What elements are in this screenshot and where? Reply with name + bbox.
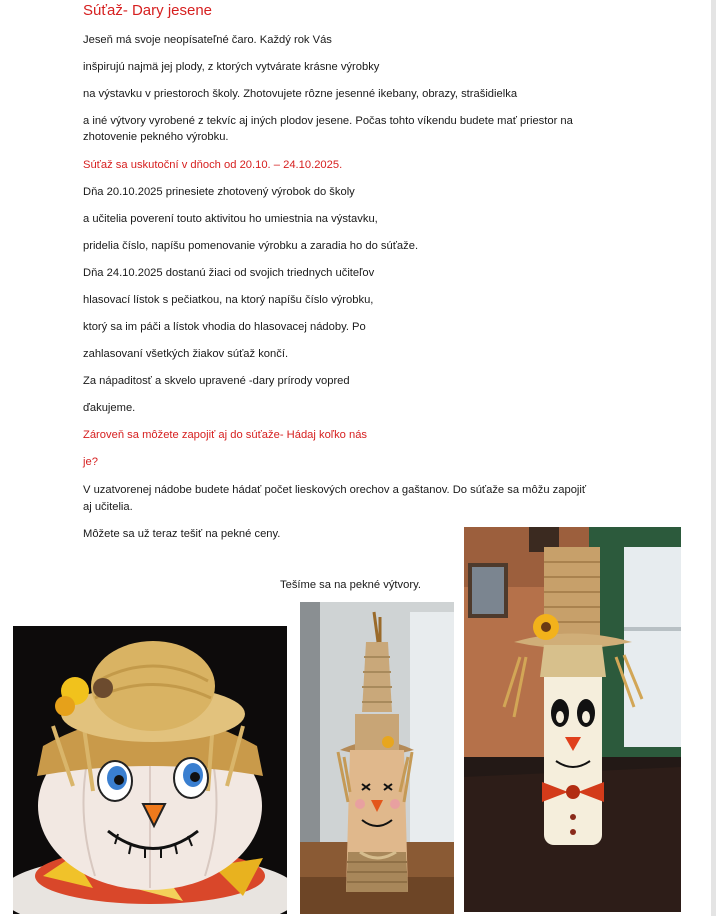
scrollbar[interactable] — [711, 0, 716, 916]
paragraph-line: ktorý sa im páči a lístok vhodia do hlasovacej nádoby. Po — [83, 321, 366, 333]
paragraph-line: ďakujeme. — [83, 402, 136, 414]
paragraph-line: aj učitelia. — [83, 501, 133, 513]
paragraph-line: Dňa 20.10.2025 prinesiete zhotovený výrobok do školy — [83, 186, 355, 198]
paragraph-line: pridelia číslo, napíšu pomenovanie výrobku a zaradia ho do súťaže. — [83, 240, 419, 252]
paragraph-line: a učitelia poverení touto aktivitou ho umiestnia na výstavku, — [83, 213, 378, 225]
paragraph-line: inšpirujú najmä jej plody, z ktorých vytvárate krásne výrobky — [83, 61, 380, 73]
bottle-scarecrow-photo — [300, 602, 454, 914]
paragraph-line: zhotovenie pekného výrobku. — [83, 131, 229, 143]
paragraph-line: na výstavku v priestoroch školy. Zhotovujete rôzne jesenné ikebany, obrazy, strašidielka — [83, 88, 518, 100]
paragraph-line: Môžete sa už teraz tešiť na pekné ceny. — [83, 528, 281, 540]
paragraph-line: a iné výtvory vyrobené z tekvíc aj iných plodov jesene. Počas tohto víkendu budete mať priestor na — [83, 115, 573, 127]
paragraph-line: hlasovací lístok s pečiatkou, na ktorý napíšu číslo výrobku, — [83, 294, 374, 306]
document-title: Súťaž- Dary jesene — [83, 2, 213, 19]
contest-dates: Súťaž sa uskutoční v dňoch od 20.10. – 24.10.2025. — [83, 159, 343, 171]
photo-caption: Tešíme sa na pekné výtvory. — [280, 579, 421, 591]
paragraph-line: zahlasovaní všetkých žiakov súťaž končí. — [83, 348, 289, 360]
paragraph-line: V uzatvorenej nádobe budete hádať počet lieskových orechov a gaštanov. Do súťaže sa môžu zapojiť — [83, 484, 587, 496]
sunflower-scarecrow-photo — [464, 527, 681, 912]
pumpkin-scarecrow-photo — [13, 626, 287, 914]
paragraph-line: Za nápaditosť a skvelo upravené -dary prírody vopred — [83, 375, 350, 387]
paragraph-line: Dňa 24.10.2025 dostanú žiaci od svojich triednych učiteľov — [83, 267, 375, 279]
guessing-contest-heading: Zároveň sa môžete zapojiť aj do súťaže- Hádaj koľko nás — [83, 429, 368, 441]
guessing-contest-heading-cont: je? — [83, 456, 98, 468]
paragraph-line: Jeseň má svoje neopísateľné čaro. Každý rok Vás — [83, 34, 332, 46]
